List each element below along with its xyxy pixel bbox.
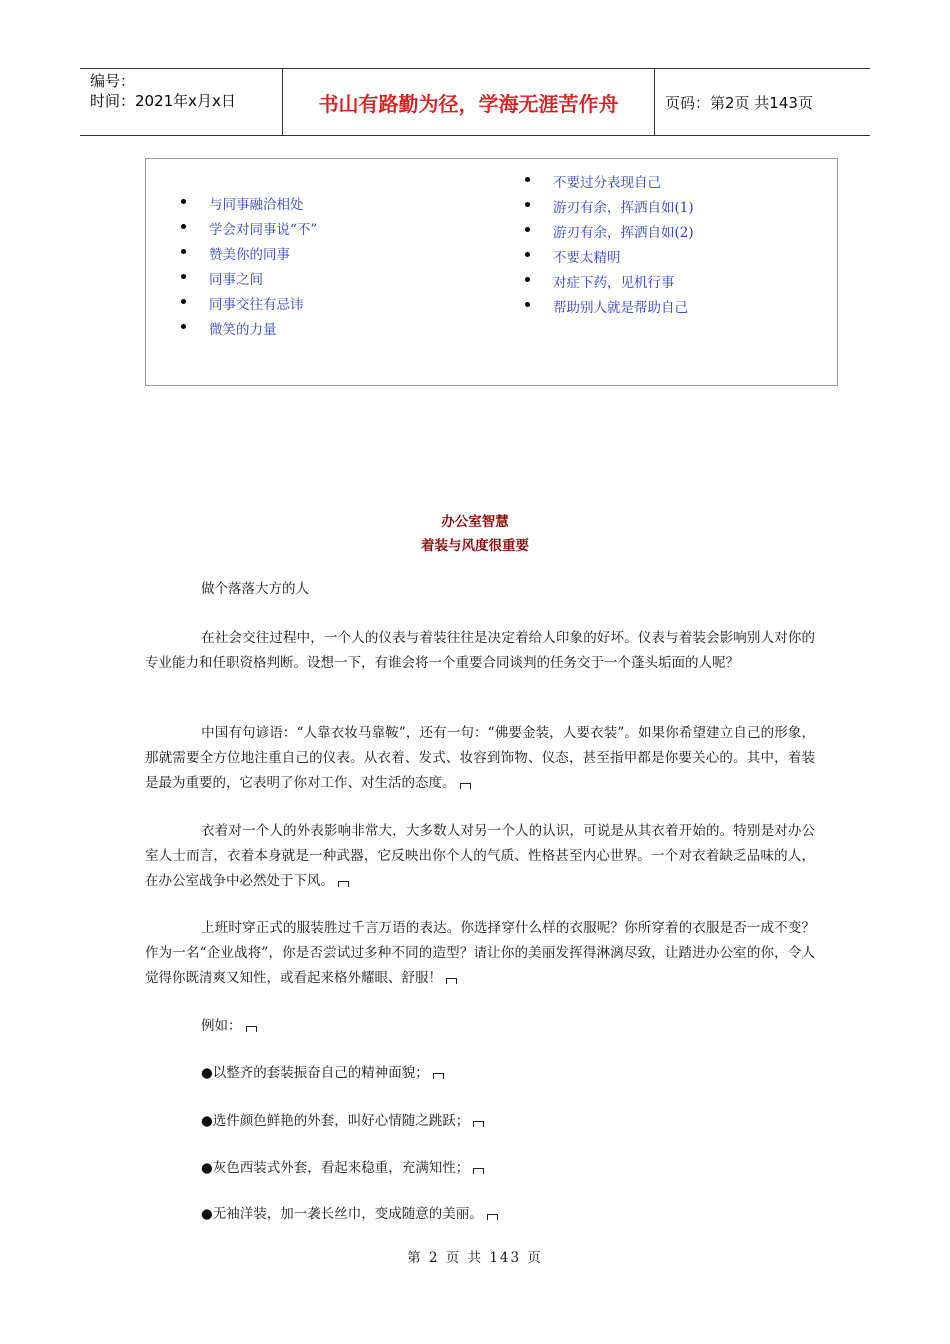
section-subtitle: 着装与风度很重要	[421, 538, 529, 554]
toc-link[interactable]	[181, 218, 317, 243]
toc-link-label[interactable]: 同事交往有忌讳	[209, 297, 304, 313]
toc-column-right	[525, 171, 694, 321]
example-intro	[201, 1014, 257, 1039]
toc-link[interactable]	[525, 296, 694, 321]
list-item	[201, 1156, 484, 1181]
toc-link[interactable]	[181, 268, 317, 293]
paragraph-mark-icon	[473, 1121, 484, 1127]
bullet-icon	[181, 199, 186, 204]
list-item-text: ●选件颜色鲜艳的外套，叫好心情随之跳跃；	[201, 1113, 470, 1129]
toc-link[interactable]	[181, 293, 317, 318]
paragraph-mark-icon	[338, 881, 349, 887]
paragraph-text: 做个落落大方的人	[201, 581, 309, 597]
list-item-text: ●以整齐的套装振奋自己的精神面貌；	[201, 1065, 429, 1081]
list-item	[201, 1202, 498, 1227]
paragraph-mark-icon	[487, 1214, 498, 1220]
list-item-text: ●无袖洋装，加一袭长丝巾，变成随意的美丽。	[201, 1206, 483, 1222]
paragraph-mark-icon	[246, 1026, 257, 1032]
page-footer: 第 2 页 共 143 页	[407, 1250, 543, 1266]
toc-link-label[interactable]: 与同事融洽相处	[209, 197, 304, 213]
time-label: 时间：2021年x月x日	[90, 92, 236, 110]
header-meta	[80, 69, 282, 135]
toc-link[interactable]	[181, 318, 317, 343]
toc-link-label[interactable]: 对症下药，见机行事	[553, 275, 675, 291]
toc-link[interactable]	[181, 243, 317, 268]
paragraph-text: 在社会交往过程中，一个人的仪表与着装往往是决定着给人印象的好坏。仪表与着装会影响别人对你的专业能力和任职资格判断。设想一下，有谁会将一个重要合同谈判的任务交于一个蓬头垢面的人呢？	[145, 630, 815, 671]
toc-link-label[interactable]: 同事之间	[209, 272, 263, 288]
toc-link-label[interactable]: 赞美你的同事	[209, 247, 290, 263]
paragraph-mark-icon	[433, 1073, 444, 1079]
paragraph-text: 衣着对一个人的外表影响非常大，大多数人对另一个人的认识，可说是从其衣着开始的。特别是对办公室人士而言，衣着本身就是一种武器，它反映出你个人的气质、性格甚至内心世界。一个对衣着缺乏品味的人，在办公室战争中必然处于下风。	[145, 823, 815, 889]
paragraph	[145, 819, 815, 894]
paragraph	[145, 916, 815, 991]
paragraph	[145, 626, 815, 676]
toc-link-label[interactable]: 帮助别人就是帮助自己	[553, 300, 688, 316]
toc-link-label[interactable]: 游刃有余，挥洒自如(2)	[553, 225, 694, 241]
paragraph-mark-icon	[460, 783, 471, 789]
paragraph-text: 上班时穿正式的服装胜过千言万语的表达。你选择穿什么样的衣服呢？你所穿着的衣服是否一成不变？作为一名“企业战将”，你是否尝试过多种不同的造型？请让你的美丽发挥得淋漓尽致，让踏进办公室的你，令人觉得你既清爽又知性，或看起来格外耀眼、舒服！	[145, 920, 815, 986]
list-item	[201, 1061, 444, 1086]
bullet-icon	[181, 249, 186, 254]
toc-link[interactable]	[525, 196, 694, 221]
bullet-icon	[525, 277, 530, 282]
bullet-icon	[181, 224, 186, 229]
toc-column-left	[181, 193, 317, 343]
paragraph-lead	[145, 577, 815, 602]
toc-link-label[interactable]: 游刃有余，挥洒自如(1)	[553, 200, 694, 216]
bullet-icon	[525, 252, 530, 257]
toc-link[interactable]	[525, 171, 694, 196]
list-item	[201, 1109, 484, 1134]
paragraph-mark-icon	[473, 1168, 484, 1174]
bullet-icon	[181, 299, 186, 304]
number-label: 编号：	[90, 72, 136, 90]
bullet-icon	[525, 202, 530, 207]
toc-link[interactable]	[181, 193, 317, 218]
bullet-icon	[525, 302, 530, 307]
toc-link-label[interactable]: 不要过分表现自己	[553, 175, 661, 191]
toc-link[interactable]	[525, 246, 694, 271]
toc-link-label[interactable]: 学会对同事说“不”	[209, 222, 318, 238]
paragraph-text: 中国有句谚语：“人靠衣妆马靠鞍”，还有一句：“佛要金装，人要衣装”。如果你希望建立自己的形象，那就需要全方位地注重自己的仪表。从衣着、发式、妆容到饰物、仪态，甚至指甲都是你要关心的。其中，着装是最为重要的，它表明了你对工作、对生活的态度。	[145, 725, 815, 791]
header-page-info: 页码：第2页 共143页	[665, 93, 813, 112]
paragraph-mark-icon	[446, 978, 457, 984]
toc-link-label[interactable]: 微笑的力量	[209, 322, 277, 338]
paragraph	[145, 721, 815, 796]
toc-link[interactable]	[525, 271, 694, 296]
header-motto-cell	[282, 69, 655, 135]
list-item-text: ●灰色西装式外套，看起来稳重，充满知性；	[201, 1160, 470, 1176]
bullet-icon	[181, 324, 186, 329]
bullet-icon	[525, 227, 530, 232]
header-motto: 书山有路勤为径，学海无涯苦作舟	[318, 91, 619, 116]
section-title: 办公室智慧	[441, 514, 509, 530]
paragraph-text: 例如：	[201, 1018, 242, 1034]
bullet-icon	[181, 274, 186, 279]
bullet-icon	[525, 177, 530, 182]
table-of-contents	[145, 158, 838, 386]
page-header	[80, 68, 870, 136]
toc-link[interactable]	[525, 221, 694, 246]
toc-link-label[interactable]: 不要太精明	[553, 250, 621, 266]
